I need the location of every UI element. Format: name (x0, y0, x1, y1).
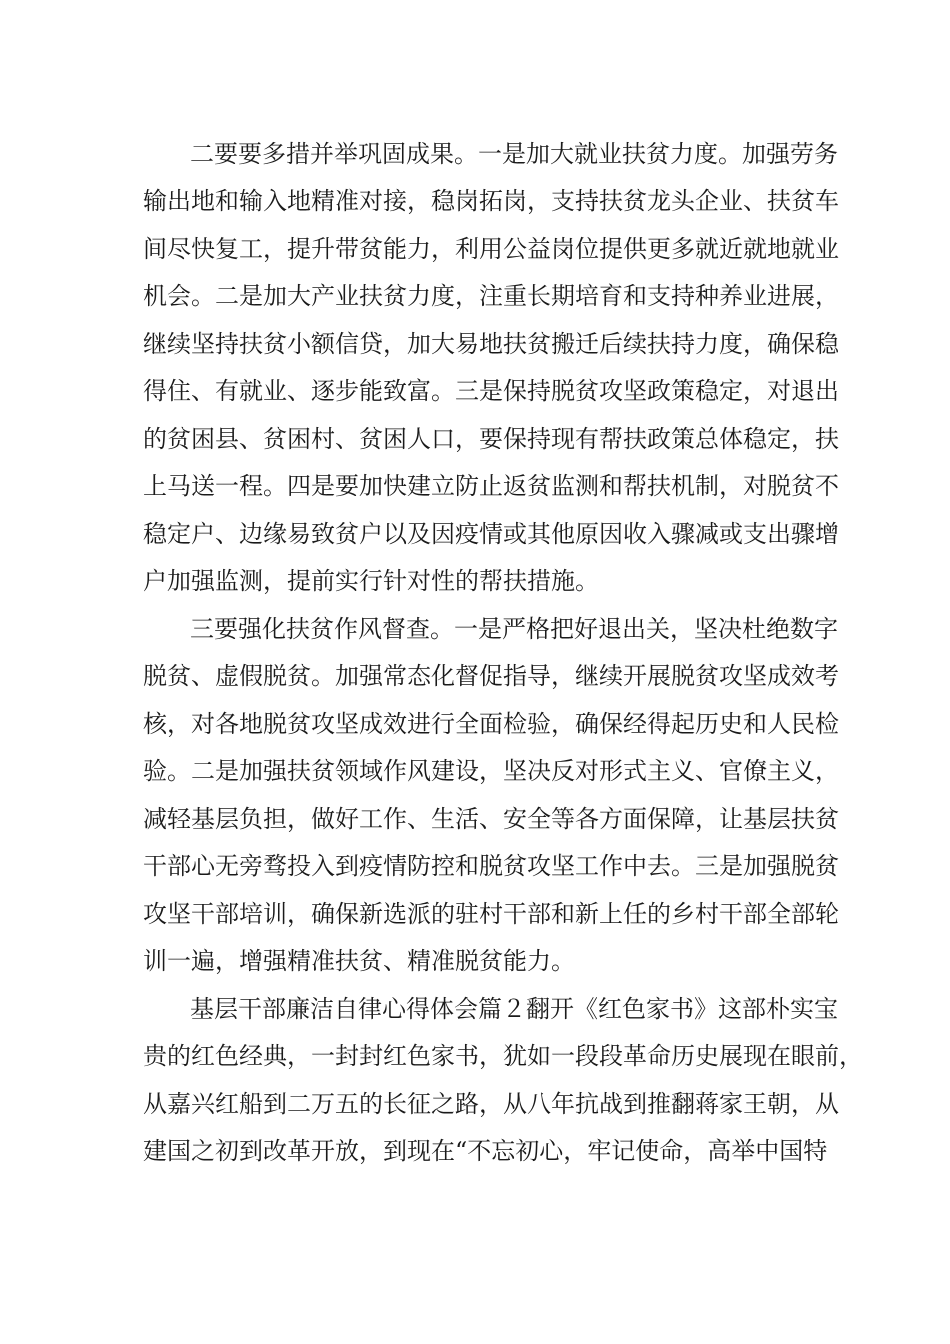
paragraph-4-line-1: 基层干部廉洁自律心得体会篇２翻开《红色家书》这部朴实宝 (190, 995, 838, 1023)
paragraph-3-line-8: 训一遍，增强精准扶贫、精准脱贫能力。 (143, 947, 575, 975)
paragraph-2-line-3: 间尽快复工，提升带贫能力，利用公益岗位提供更多就近就地就业 (143, 235, 839, 263)
paragraph-2-line-4: 机会。二是加大产业扶贫力度，注重长期培育和支持种养业进展， (143, 282, 839, 310)
paragraph-2-line-8: 上马送一程。四是要加快建立防止返贫监测和帮扶机制，对脱贫不 (143, 472, 839, 500)
paragraph-3-line-2: 脱贫、虚假脱贫。加强常态化督促指导，继续开展脱贫攻坚成效考 (143, 662, 839, 690)
paragraph-3-line-5: 减轻基层负担，做好工作、生活、安全等各方面保障，让基层扶贫 (143, 805, 839, 833)
paragraph-3-line-7: 攻坚干部培训，确保新选派的驻村干部和新上任的乡村干部全部轮 (143, 900, 839, 928)
paragraph-2-line-9: 稳定户、边缘易致贫户以及因疫情或其他原因收入骤减或支出骤增 (143, 520, 839, 548)
paragraph-2-line-10: 户加强监测，提前实行针对性的帮扶措施。 (143, 567, 599, 595)
paragraph-4-line-4: 建国之初到改革开放，到现在“不忘初心，牢记使命，高举中国特 (143, 1137, 828, 1165)
paragraph-2-line-2: 输出地和输入地精准对接，稳岗拓岗，支持扶贫龙头企业、扶贫车 (143, 187, 839, 215)
paragraph-3-line-3: 核，对各地脱贫攻坚成效进行全面检验，确保经得起历史和人民检 (143, 710, 839, 738)
paragraph-3-line-4: 验。二是加强扶贫领域作风建设，坚决反对形式主义、官僚主义， (143, 757, 839, 785)
paragraph-2-line-5: 继续坚持扶贫小额信贷，加大易地扶贫搬迁后续扶持力度，确保稳 (143, 330, 839, 358)
paragraph-3-line-6: 干部心无旁骛投入到疫情防控和脱贫攻坚工作中去。三是加强脱贫 (143, 852, 839, 880)
paragraph-2-line-6: 得住、有就业、逐步能致富。三是保持脱贫攻坚政策稳定，对退出 (143, 377, 839, 405)
paragraph-4-line-2: 贵的红色经典，一封封红色家书，犹如一段段革命历史展现在眼前， (143, 1042, 863, 1070)
paragraph-4-line-3: 从嘉兴红船到二万五的长征之路，从八年抗战到推翻蒋家王朝，从 (143, 1090, 839, 1118)
paragraph-2-line-7: 的贫困县、贫困村、贫困人口，要保持现有帮扶政策总体稳定，扶 (143, 425, 839, 453)
paragraph-3-line-1: 三要强化扶贫作风督查。一是严格把好退出关，坚决杜绝数字 (190, 615, 838, 643)
paragraph-2-line-1: 二要要多措并举巩固成果。一是加大就业扶贫力度。加强劳务 (190, 140, 838, 168)
